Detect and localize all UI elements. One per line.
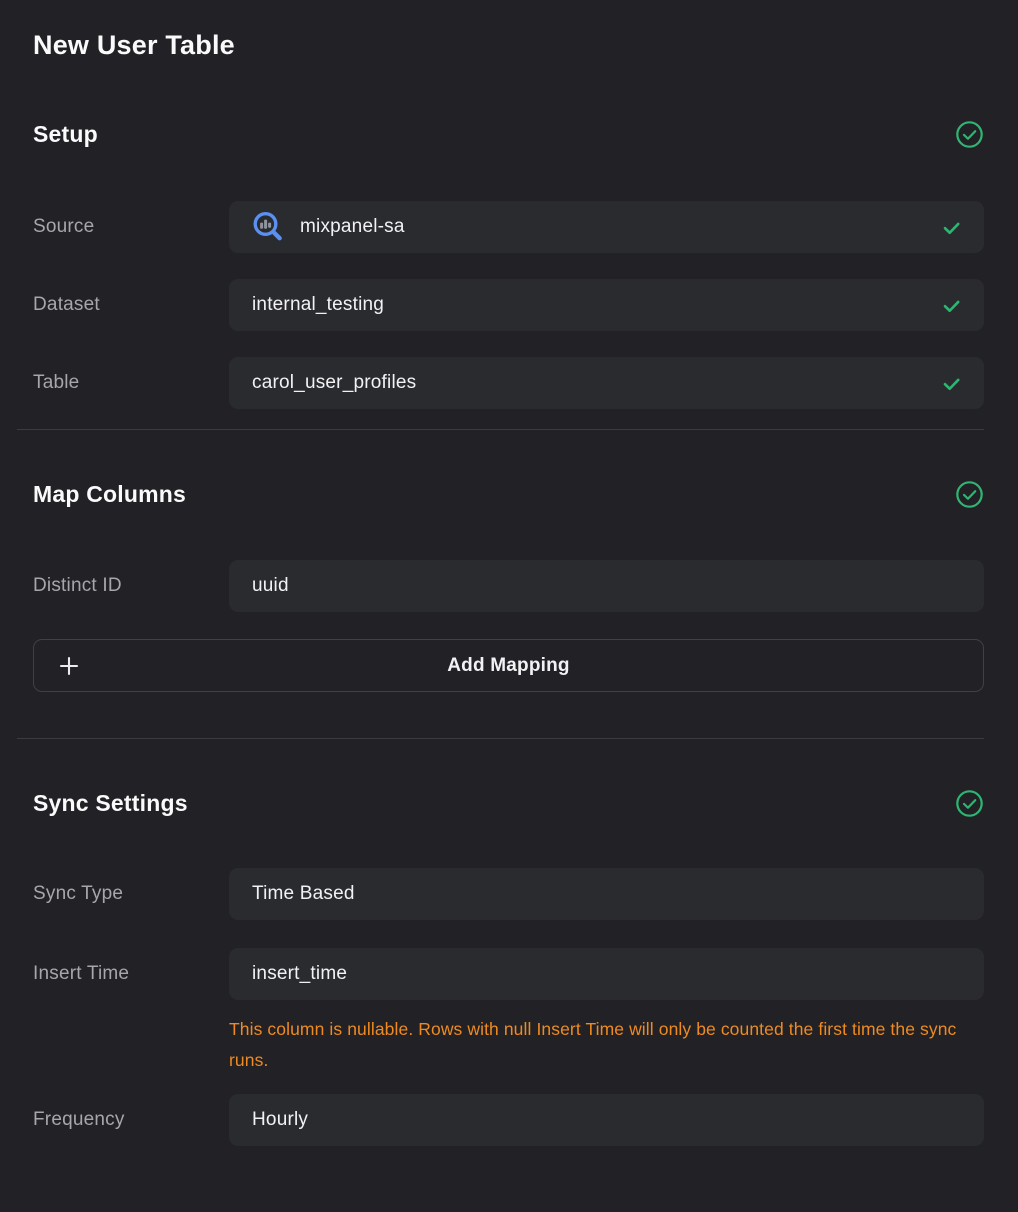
sync-type-value: Time Based bbox=[252, 883, 355, 904]
section-divider bbox=[17, 429, 984, 430]
page-title: New User Table bbox=[33, 30, 235, 60]
source-valid-check-icon bbox=[941, 217, 962, 238]
sync-settings-section-title: Sync Settings bbox=[33, 789, 188, 816]
frequency-value: Hourly bbox=[252, 1109, 309, 1130]
insert-time-label: Insert Time bbox=[33, 963, 130, 984]
bigquery-icon bbox=[250, 209, 286, 245]
table-label: Table bbox=[33, 372, 80, 393]
frequency-field[interactable] bbox=[229, 1094, 984, 1146]
insert-time-nullable-warning: This column is nullable. Rows with null Insert Time will only be counted the first time the sync runs. bbox=[229, 1019, 957, 1070]
insert-time-row bbox=[33, 948, 984, 1076]
table-row bbox=[33, 357, 984, 409]
setup-complete-check-circle-icon bbox=[955, 120, 984, 149]
dataset-field[interactable] bbox=[229, 279, 984, 331]
source-value: mixpanel-sa bbox=[300, 216, 405, 237]
table-field[interactable] bbox=[229, 357, 984, 409]
source-row bbox=[33, 201, 984, 253]
add-mapping-button-label: Add Mapping bbox=[447, 654, 570, 676]
setup-section-title: Setup bbox=[33, 120, 98, 147]
frequency-label: Frequency bbox=[33, 1109, 125, 1130]
sync-type-row bbox=[33, 868, 984, 920]
distinct-id-field[interactable] bbox=[229, 560, 984, 612]
map-columns-section-header bbox=[33, 479, 984, 509]
distinct-id-row bbox=[33, 560, 984, 612]
dataset-valid-check-icon bbox=[941, 295, 962, 316]
map-columns-complete-check-circle-icon bbox=[955, 480, 984, 509]
sync-settings-section-header bbox=[33, 788, 984, 818]
table-valid-check-icon bbox=[941, 373, 962, 394]
map-columns-section-title: Map Columns bbox=[33, 480, 186, 507]
distinct-id-label: Distinct ID bbox=[33, 575, 122, 596]
dataset-row bbox=[33, 279, 984, 331]
dataset-label: Dataset bbox=[33, 294, 100, 315]
dataset-value: internal_testing bbox=[252, 294, 385, 315]
source-field[interactable] bbox=[229, 201, 984, 253]
setup-section-header bbox=[33, 119, 984, 149]
frequency-row bbox=[33, 1094, 984, 1146]
table-value: carol_user_profiles bbox=[252, 372, 417, 393]
sync-type-label: Sync Type bbox=[33, 883, 124, 904]
sync-type-field[interactable] bbox=[229, 868, 984, 920]
plus-icon bbox=[58, 655, 80, 677]
insert-time-field[interactable] bbox=[229, 948, 984, 1000]
add-mapping-button[interactable] bbox=[33, 639, 984, 692]
distinct-id-value: uuid bbox=[252, 575, 289, 596]
source-label: Source bbox=[33, 216, 95, 237]
sync-settings-complete-check-circle-icon bbox=[955, 789, 984, 818]
section-divider bbox=[17, 738, 984, 739]
insert-time-value: insert_time bbox=[252, 963, 348, 984]
